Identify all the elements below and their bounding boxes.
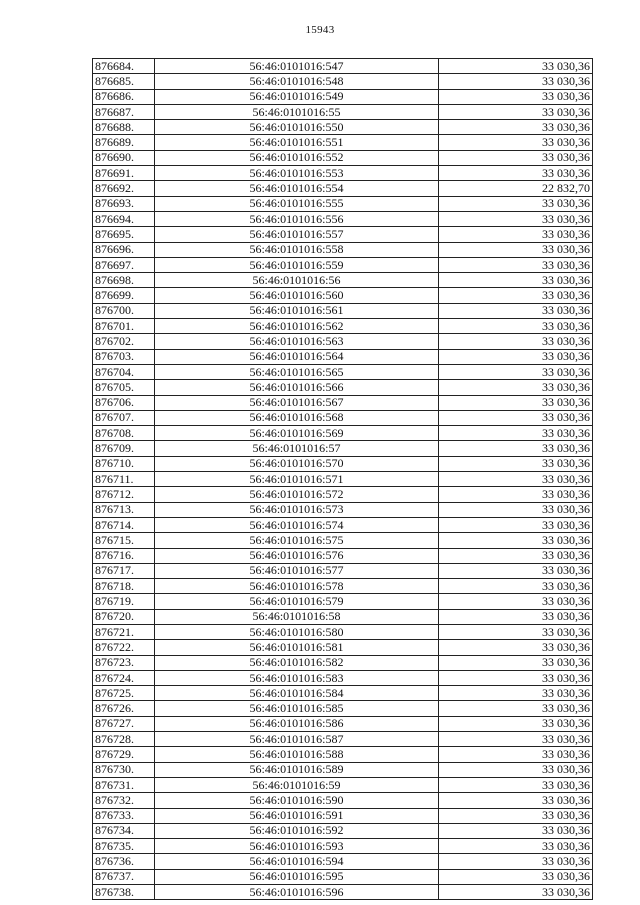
value-cell: 33 030,36 (439, 701, 593, 716)
cadastral-number-cell: 56:46:0101016:585 (155, 701, 439, 716)
cadastral-number-cell: 56:46:0101016:548 (155, 74, 439, 89)
row-number-cell: 876707. (93, 410, 155, 425)
row-number-cell: 876731. (93, 777, 155, 792)
value-cell: 33 030,36 (439, 885, 593, 900)
table-row (93, 686, 593, 701)
value-cell: 33 030,36 (439, 533, 593, 548)
table-row (93, 793, 593, 808)
value-cell: 33 030,36 (439, 349, 593, 364)
cadastral-number-cell: 56:46:0101016:566 (155, 380, 439, 395)
row-number-cell: 876726. (93, 701, 155, 716)
value-cell: 33 030,36 (439, 624, 593, 639)
row-number-cell: 876708. (93, 426, 155, 441)
value-cell: 33 030,36 (439, 227, 593, 242)
table-row (93, 517, 593, 532)
row-number-cell: 876698. (93, 273, 155, 288)
cadastral-number-cell: 56:46:0101016:578 (155, 579, 439, 594)
row-number-cell: 876695. (93, 227, 155, 242)
value-cell: 33 030,36 (439, 211, 593, 226)
cadastral-number-cell: 56:46:0101016:557 (155, 227, 439, 242)
value-cell: 33 030,36 (439, 166, 593, 181)
table-row (93, 823, 593, 838)
table-row (93, 334, 593, 349)
value-cell: 33 030,36 (439, 839, 593, 854)
row-number-cell: 876734. (93, 823, 155, 838)
cadastral-number-cell: 56:46:0101016:595 (155, 869, 439, 884)
cadastral-number-cell: 56:46:0101016:573 (155, 502, 439, 517)
table-row (93, 227, 593, 242)
cadastral-number-cell: 56:46:0101016:576 (155, 548, 439, 563)
table-row (93, 701, 593, 716)
cadastral-number-cell: 56:46:0101016:560 (155, 288, 439, 303)
row-number-cell: 876732. (93, 793, 155, 808)
table-row (93, 732, 593, 747)
value-cell: 33 030,36 (439, 732, 593, 747)
cadastral-number-cell: 56:46:0101016:588 (155, 747, 439, 762)
table-row (93, 120, 593, 135)
value-cell: 33 030,36 (439, 823, 593, 838)
row-number-cell: 876706. (93, 395, 155, 410)
value-cell: 33 030,36 (439, 196, 593, 211)
table-row (93, 59, 593, 74)
value-cell: 33 030,36 (439, 89, 593, 104)
registry-table (92, 58, 593, 900)
value-cell: 33 030,36 (439, 793, 593, 808)
table-row (93, 273, 593, 288)
table-row (93, 472, 593, 487)
table-row (93, 150, 593, 165)
value-cell: 33 030,36 (439, 59, 593, 74)
table-row (93, 808, 593, 823)
cadastral-number-cell: 56:46:0101016:551 (155, 135, 439, 150)
value-cell: 33 030,36 (439, 380, 593, 395)
table-row (93, 395, 593, 410)
cadastral-number-cell: 56:46:0101016:591 (155, 808, 439, 823)
cadastral-number-cell: 56:46:0101016:59 (155, 777, 439, 792)
row-number-cell: 876703. (93, 349, 155, 364)
cadastral-number-cell: 56:46:0101016:590 (155, 793, 439, 808)
page-number: 15943 (305, 24, 335, 36)
table-row (93, 74, 593, 89)
value-cell: 33 030,36 (439, 686, 593, 701)
value-cell: 33 030,36 (439, 609, 593, 624)
table-row (93, 747, 593, 762)
value-cell: 33 030,36 (439, 502, 593, 517)
value-cell: 33 030,36 (439, 441, 593, 456)
cadastral-number-cell: 56:46:0101016:58 (155, 609, 439, 624)
row-number-cell: 876688. (93, 120, 155, 135)
value-cell: 33 030,36 (439, 579, 593, 594)
value-cell: 33 030,36 (439, 334, 593, 349)
table-row (93, 410, 593, 425)
cadastral-number-cell: 56:46:0101016:570 (155, 456, 439, 471)
row-number-cell: 876710. (93, 456, 155, 471)
cadastral-number-cell: 56:46:0101016:569 (155, 426, 439, 441)
table-row (93, 181, 593, 196)
row-number-cell: 876694. (93, 211, 155, 226)
table-row (93, 885, 593, 900)
row-number-cell: 876699. (93, 288, 155, 303)
cadastral-number-cell: 56:46:0101016:559 (155, 257, 439, 272)
table-row (93, 288, 593, 303)
table-row (93, 640, 593, 655)
row-number-cell: 876715. (93, 533, 155, 548)
table-row (93, 104, 593, 119)
table-row (93, 364, 593, 379)
value-cell: 33 030,36 (439, 655, 593, 670)
cadastral-number-cell: 56:46:0101016:57 (155, 441, 439, 456)
value-cell: 33 030,36 (439, 716, 593, 731)
cadastral-number-cell: 56:46:0101016:55 (155, 104, 439, 119)
cadastral-number-cell: 56:46:0101016:558 (155, 242, 439, 257)
row-number-cell: 876718. (93, 579, 155, 594)
row-number-cell: 876704. (93, 364, 155, 379)
table-row (93, 166, 593, 181)
cadastral-number-cell: 56:46:0101016:549 (155, 89, 439, 104)
table-row (93, 89, 593, 104)
table-row (93, 609, 593, 624)
cadastral-number-cell: 56:46:0101016:572 (155, 487, 439, 502)
value-cell: 33 030,36 (439, 563, 593, 578)
value-cell: 33 030,36 (439, 288, 593, 303)
row-number-cell: 876700. (93, 303, 155, 318)
table-row (93, 670, 593, 685)
cadastral-number-cell: 56:46:0101016:554 (155, 181, 439, 196)
row-number-cell: 876709. (93, 441, 155, 456)
table-row (93, 579, 593, 594)
row-number-cell: 876687. (93, 104, 155, 119)
value-cell: 33 030,36 (439, 74, 593, 89)
cadastral-number-cell: 56:46:0101016:584 (155, 686, 439, 701)
table-row (93, 548, 593, 563)
value-cell: 33 030,36 (439, 854, 593, 869)
value-cell: 33 030,36 (439, 364, 593, 379)
row-number-cell: 876696. (93, 242, 155, 257)
row-number-cell: 876723. (93, 655, 155, 670)
table-row (93, 487, 593, 502)
cadastral-number-cell: 56:46:0101016:589 (155, 762, 439, 777)
cadastral-number-cell: 56:46:0101016:552 (155, 150, 439, 165)
value-cell: 33 030,36 (439, 242, 593, 257)
cadastral-number-cell: 56:46:0101016:594 (155, 854, 439, 869)
cadastral-number-cell: 56:46:0101016:553 (155, 166, 439, 181)
cadastral-number-cell: 56:46:0101016:555 (155, 196, 439, 211)
cadastral-number-cell: 56:46:0101016:596 (155, 885, 439, 900)
row-number-cell: 876728. (93, 732, 155, 747)
value-cell: 33 030,36 (439, 747, 593, 762)
value-cell: 33 030,36 (439, 257, 593, 272)
value-cell: 33 030,36 (439, 273, 593, 288)
row-number-cell: 876722. (93, 640, 155, 655)
row-number-cell: 876716. (93, 548, 155, 563)
cadastral-number-cell: 56:46:0101016:592 (155, 823, 439, 838)
table-row (93, 196, 593, 211)
value-cell: 33 030,36 (439, 472, 593, 487)
row-number-cell: 876711. (93, 472, 155, 487)
cadastral-number-cell: 56:46:0101016:56 (155, 273, 439, 288)
row-number-cell: 876729. (93, 747, 155, 762)
value-cell: 33 030,36 (439, 150, 593, 165)
value-cell: 33 030,36 (439, 869, 593, 884)
row-number-cell: 876705. (93, 380, 155, 395)
table-row (93, 135, 593, 150)
value-cell: 33 030,36 (439, 120, 593, 135)
row-number-cell: 876690. (93, 150, 155, 165)
row-number-cell: 876720. (93, 609, 155, 624)
table-row (93, 426, 593, 441)
cadastral-number-cell: 56:46:0101016:563 (155, 334, 439, 349)
row-number-cell: 876712. (93, 487, 155, 502)
row-number-cell: 876692. (93, 181, 155, 196)
row-number-cell: 876702. (93, 334, 155, 349)
table-row (93, 869, 593, 884)
table-row (93, 839, 593, 854)
value-cell: 33 030,36 (439, 762, 593, 777)
cadastral-number-cell: 56:46:0101016:577 (155, 563, 439, 578)
row-number-cell: 876693. (93, 196, 155, 211)
cadastral-number-cell: 56:46:0101016:562 (155, 319, 439, 334)
row-number-cell: 876727. (93, 716, 155, 731)
table-row (93, 502, 593, 517)
value-cell: 33 030,36 (439, 777, 593, 792)
table-row (93, 211, 593, 226)
table-row (93, 303, 593, 318)
value-cell: 33 030,36 (439, 319, 593, 334)
table-row (93, 777, 593, 792)
row-number-cell: 876735. (93, 839, 155, 854)
row-number-cell: 876689. (93, 135, 155, 150)
cadastral-number-cell: 56:46:0101016:547 (155, 59, 439, 74)
cadastral-number-cell: 56:46:0101016:579 (155, 594, 439, 609)
value-cell: 33 030,36 (439, 548, 593, 563)
cadastral-number-cell: 56:46:0101016:561 (155, 303, 439, 318)
table-row (93, 441, 593, 456)
table-row (93, 242, 593, 257)
table-row (93, 319, 593, 334)
cadastral-number-cell: 56:46:0101016:587 (155, 732, 439, 747)
table-row (93, 563, 593, 578)
value-cell: 33 030,36 (439, 426, 593, 441)
table-row (93, 533, 593, 548)
row-number-cell: 876724. (93, 670, 155, 685)
row-number-cell: 876721. (93, 624, 155, 639)
row-number-cell: 876719. (93, 594, 155, 609)
row-number-cell: 876714. (93, 517, 155, 532)
row-number-cell: 876697. (93, 257, 155, 272)
cadastral-number-cell: 56:46:0101016:574 (155, 517, 439, 532)
cadastral-number-cell: 56:46:0101016:593 (155, 839, 439, 854)
cadastral-number-cell: 56:46:0101016:568 (155, 410, 439, 425)
cadastral-number-cell: 56:46:0101016:567 (155, 395, 439, 410)
row-number-cell: 876733. (93, 808, 155, 823)
table-row (93, 594, 593, 609)
table-row (93, 380, 593, 395)
row-number-cell: 876685. (93, 74, 155, 89)
row-number-cell: 876686. (93, 89, 155, 104)
value-cell: 33 030,36 (439, 670, 593, 685)
registry-table-body (93, 59, 593, 900)
cadastral-number-cell: 56:46:0101016:571 (155, 472, 439, 487)
cadastral-number-cell: 56:46:0101016:564 (155, 349, 439, 364)
value-cell: 33 030,36 (439, 456, 593, 471)
cadastral-number-cell: 56:46:0101016:550 (155, 120, 439, 135)
row-number-cell: 876737. (93, 869, 155, 884)
table-row (93, 349, 593, 364)
value-cell: 33 030,36 (439, 517, 593, 532)
row-number-cell: 876684. (93, 59, 155, 74)
cadastral-number-cell: 56:46:0101016:586 (155, 716, 439, 731)
cadastral-number-cell: 56:46:0101016:580 (155, 624, 439, 639)
value-cell: 33 030,36 (439, 410, 593, 425)
value-cell: 33 030,36 (439, 303, 593, 318)
table-row (93, 854, 593, 869)
cadastral-number-cell: 56:46:0101016:581 (155, 640, 439, 655)
value-cell: 33 030,36 (439, 640, 593, 655)
value-cell: 33 030,36 (439, 487, 593, 502)
value-cell: 33 030,36 (439, 395, 593, 410)
cadastral-number-cell: 56:46:0101016:556 (155, 211, 439, 226)
value-cell: 33 030,36 (439, 104, 593, 119)
table-row (93, 456, 593, 471)
table-row (93, 257, 593, 272)
value-cell: 33 030,36 (439, 135, 593, 150)
row-number-cell: 876725. (93, 686, 155, 701)
cadastral-number-cell: 56:46:0101016:583 (155, 670, 439, 685)
row-number-cell: 876736. (93, 854, 155, 869)
cadastral-number-cell: 56:46:0101016:575 (155, 533, 439, 548)
table-row (93, 716, 593, 731)
table-row (93, 762, 593, 777)
row-number-cell: 876713. (93, 502, 155, 517)
row-number-cell: 876738. (93, 885, 155, 900)
row-number-cell: 876730. (93, 762, 155, 777)
table-row (93, 655, 593, 670)
value-cell: 33 030,36 (439, 808, 593, 823)
row-number-cell: 876691. (93, 166, 155, 181)
value-cell: 33 030,36 (439, 594, 593, 609)
value-cell: 22 832,70 (439, 181, 593, 196)
cadastral-number-cell: 56:46:0101016:565 (155, 364, 439, 379)
row-number-cell: 876717. (93, 563, 155, 578)
row-number-cell: 876701. (93, 319, 155, 334)
table-row (93, 624, 593, 639)
cadastral-number-cell: 56:46:0101016:582 (155, 655, 439, 670)
